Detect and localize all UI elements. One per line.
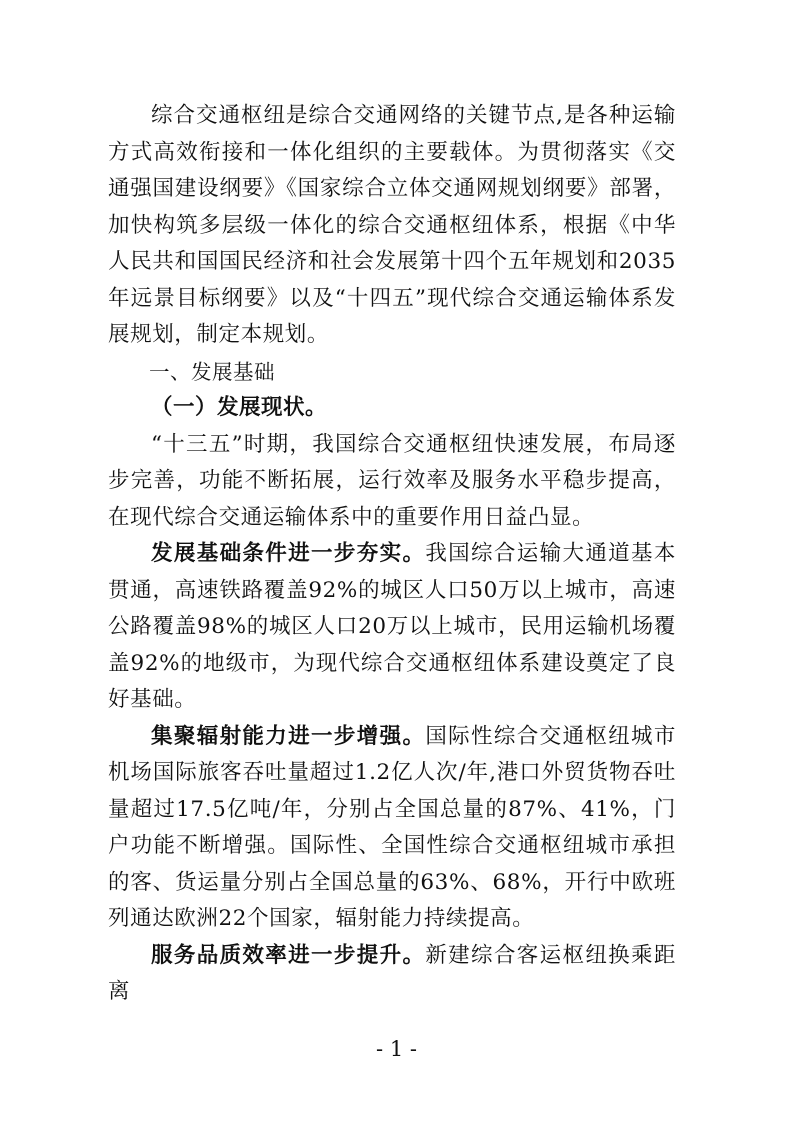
document-page bbox=[108, 98, 676, 1011]
service-lead: 服务品质效率进一步提升。 bbox=[151, 942, 426, 968]
foundation-text: 我国综合运输大通道基本贯通，高速铁路覆盖92%的城区人口50万以上城市，高速公路覆盖98%的城区人口20万以上城市，民用运输机场覆盖92%的地级市，为现代综合交通枢纽体系建设奠定了良好基础。 bbox=[108, 541, 676, 712]
radiation-lead: 集聚辐射能力进一步增强。 bbox=[151, 723, 426, 749]
subsection-heading-current-status: （一）发展现状。 bbox=[151, 395, 328, 420]
radiation-text: 国际性综合交通枢纽城市机场国际旅客吞吐量超过1.2亿人次/年,港口外贸货物吞吐量超过17.5亿吨/年，分别占全国总量的87%、41%，门户功能不断增强。国际性、全国性综合交通枢纽城市承担的客、货运量分别占全国总量的63%、68%，开行中欧班列通达欧洲22个国家，辐射能力持续提高。 bbox=[108, 723, 676, 931]
intro-paragraph: 综合交通枢纽是综合交通网络的关键节点,是各种运输方式高效衔接和一体化组织的主要载体。为贯彻落实《交通强国建设纲要》《国家综合立体交通网规划纲要》部署，加快构筑多层级一体化的综合交通枢纽体系，根据《中华人民共和国国民经济和社会发展第十四个五年规划和2035年远景目标纲要》以及“十四五”现代综合交通运输体系发展规划，制定本规划。 bbox=[108, 103, 676, 347]
foundation-lead: 发展基础条件进一步夯实。 bbox=[151, 541, 426, 566]
section-heading-development-basis: 一、发展基础 bbox=[149, 359, 275, 384]
status-paragraph: “十三五”时期，我国综合交通枢纽快速发展，布局逐步完善，功能不断拓展，运行效率及服务水平稳步提高，在现代综合交通运输体系中的重要作用日益凸显。 bbox=[108, 431, 676, 530]
service-paragraph bbox=[108, 938, 676, 1011]
page-number: - 1 - bbox=[376, 1037, 417, 1061]
foundation-paragraph bbox=[108, 536, 676, 719]
service-text: 新建综合客运枢纽换乘距离 bbox=[108, 942, 676, 1004]
radiation-paragraph bbox=[108, 719, 676, 938]
